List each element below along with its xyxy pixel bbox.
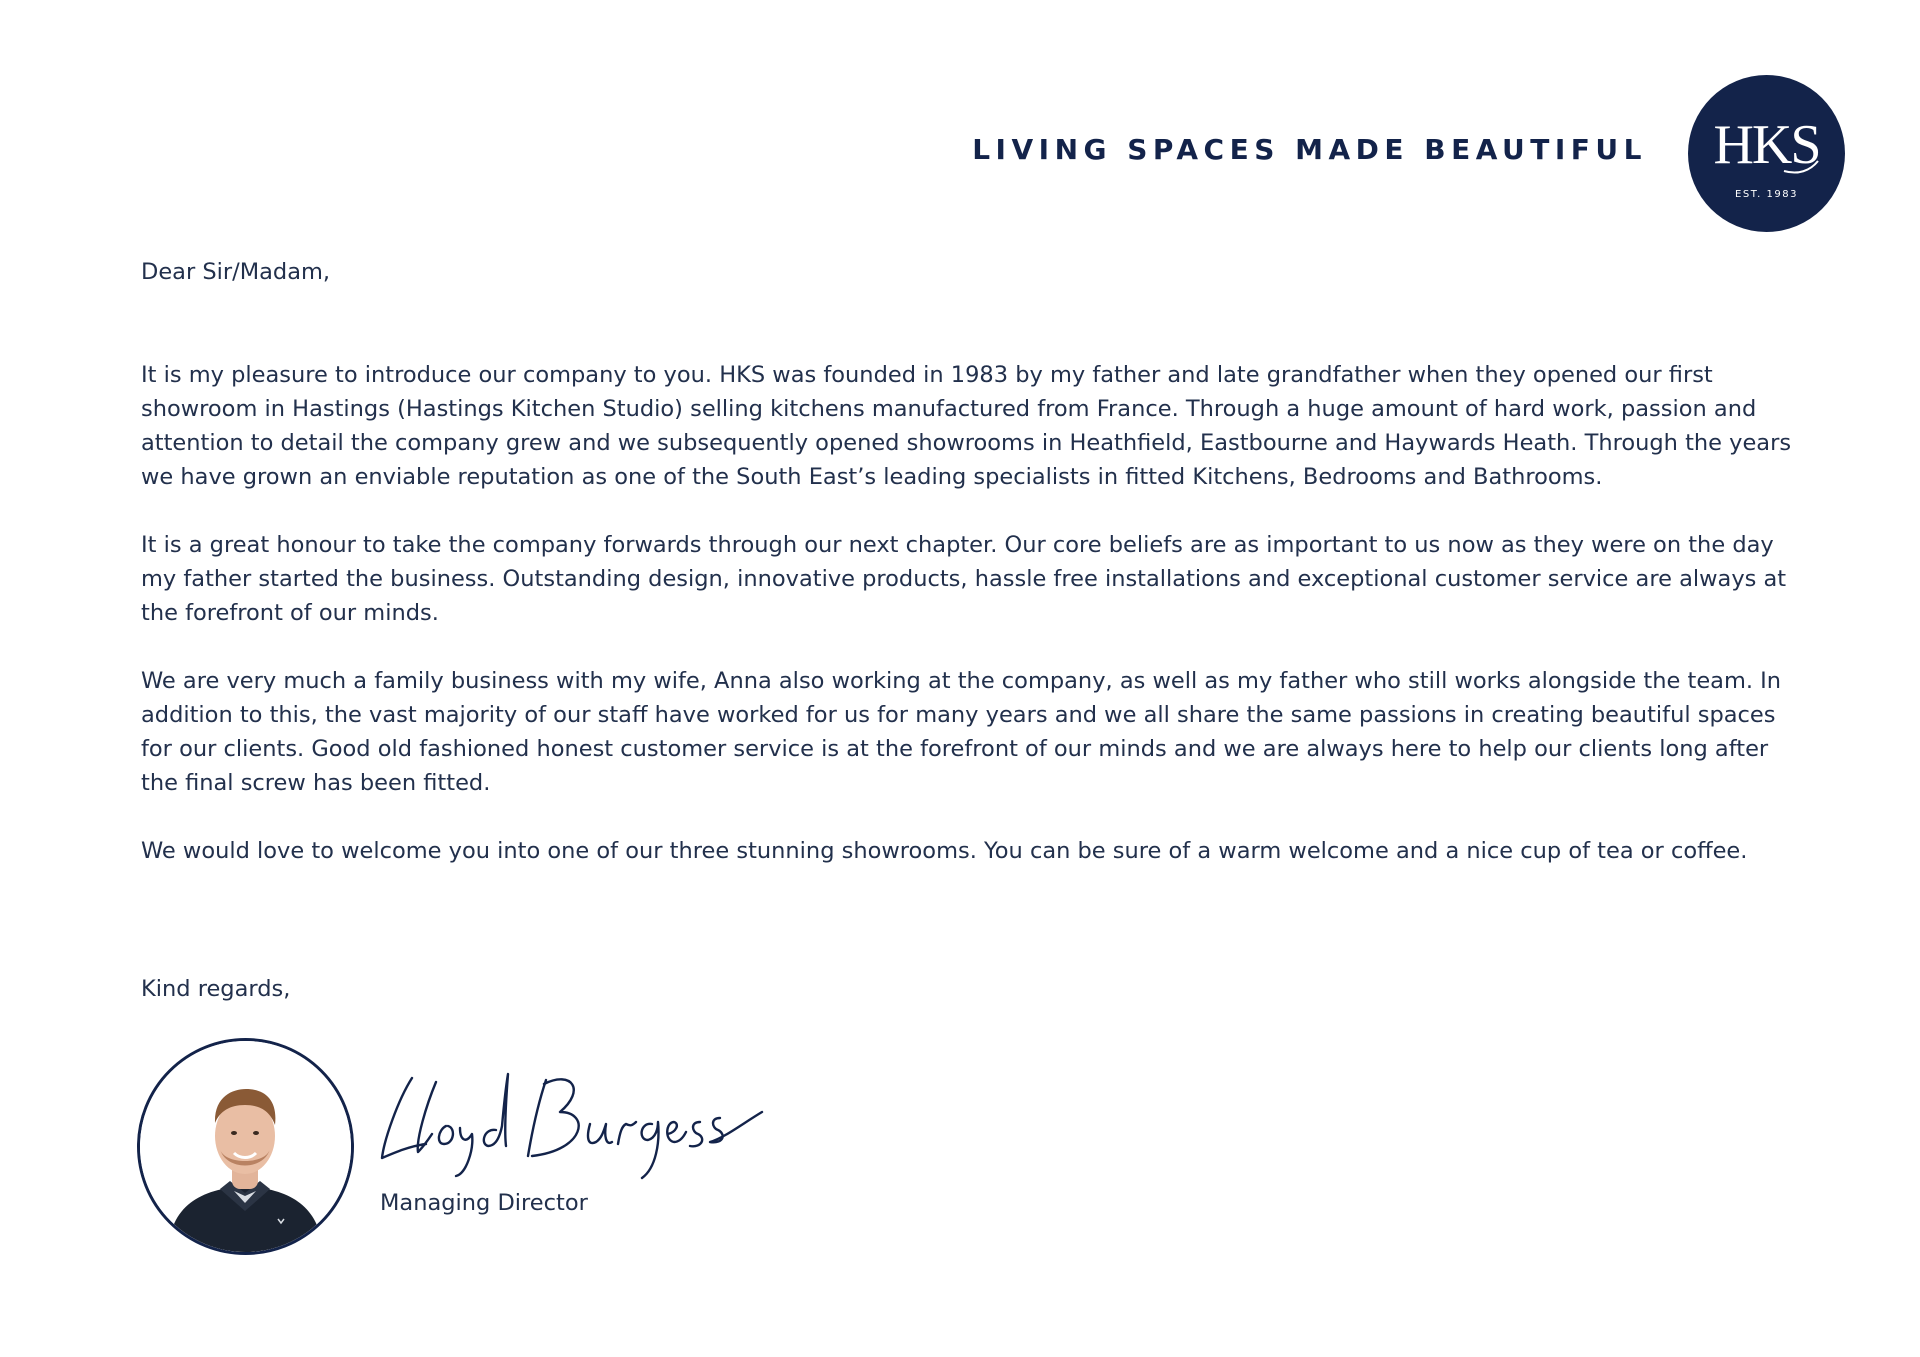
- closing: Kind regards,: [141, 976, 291, 1002]
- portrait-image: [140, 1041, 351, 1252]
- salutation: Dear Sir/Madam,: [141, 259, 331, 285]
- paragraph-2: It is a great honour to take the company forwards through our next chapter. Our core beliefs are as important to us now as they were on the day my father started the business. Outstanding design, innovative products, hassle free installations and exceptional customer service are always at the forefront of our minds.: [141, 532, 1787, 626]
- paragraph-4: We would love to welcome you into one of our three stunning showrooms. You can be sure of a warm welcome and a nice cup of tea or coffee.: [141, 838, 1748, 864]
- paragraph-3: We are very much a family business with my wife, Anna also working at the company, as well as my father who still works alongside the team. In addition to this, the vast majority of our staff have worked for us for many years and we all share the same passions in creating beautiful spaces for our clients. Good old fashioned honest customer service is at the forefront of our minds and we are always here to help our clients long after the final screw has been fitted.: [141, 668, 1782, 796]
- hks-logo: [1688, 75, 1845, 232]
- letter-body: [141, 358, 1801, 902]
- tagline: LIVING SPACES MADE BEAUTIFUL: [972, 133, 1647, 166]
- avatar: [137, 1038, 354, 1255]
- logo-swoosh: [1688, 75, 1845, 232]
- signatory-role: Managing Director: [380, 1190, 588, 1216]
- paragraph-1: It is my pleasure to introduce our company to you. HKS was founded in 1983 by my father and late grandfather when they opened our first showroom in Hastings (Hastings Kitchen Studio) selling kitchens manufactured from France. Through a huge amount of hard work, passion and attention to detail the company grew and we subsequently opened showrooms in Heathfield, Eastbourne and Haywards Heath. Through the years we have grown an enviable reputation as one of the South East’s leading specialists in fitted Kitchens, Bedrooms and Bathrooms.: [141, 362, 1792, 490]
- logo-established: EST. 1983: [1735, 189, 1798, 200]
- logo-mark: HKS: [1713, 114, 1820, 176]
